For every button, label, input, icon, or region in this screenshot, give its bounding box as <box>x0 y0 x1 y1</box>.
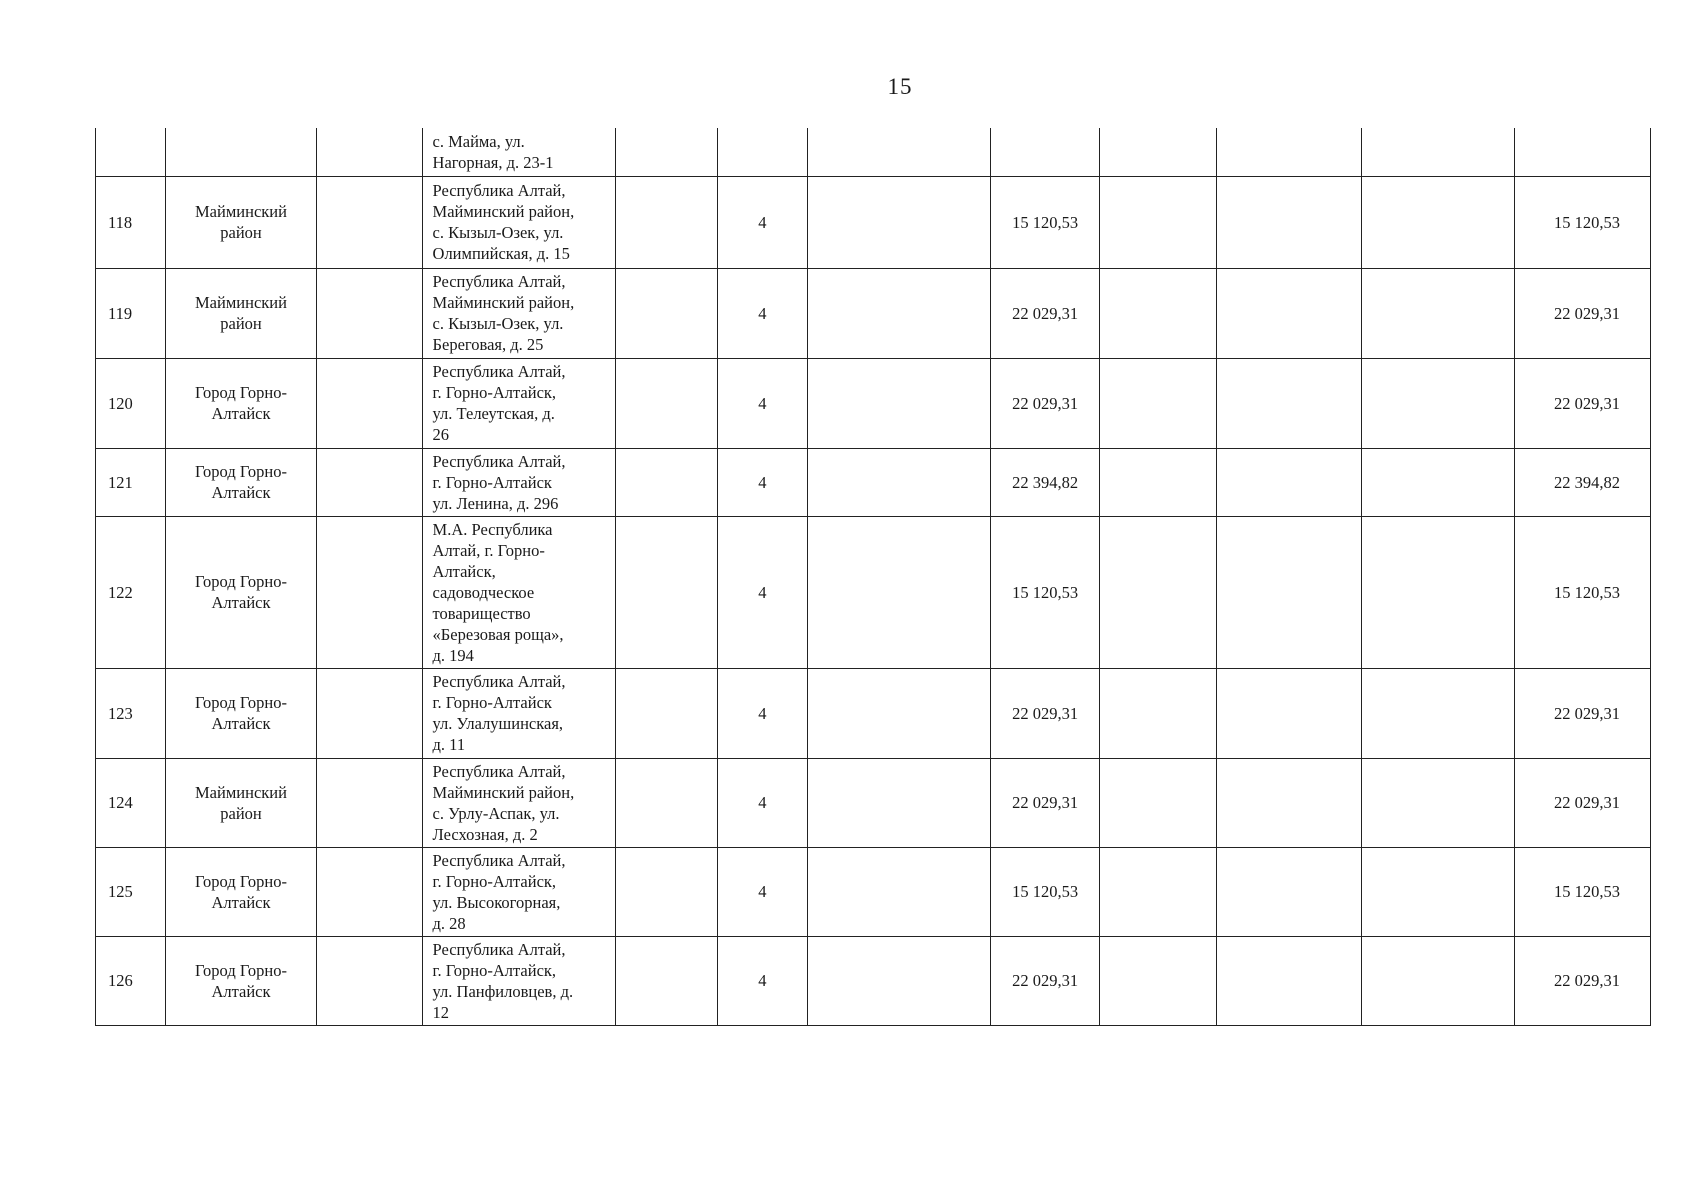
cell-district: Город Горно- Алтайск <box>165 448 316 516</box>
cell-count: 4 <box>717 847 807 936</box>
cell-blank <box>1100 936 1217 1025</box>
cell-blank <box>615 268 717 358</box>
cell-district: Город Горно- Алтайск <box>165 936 316 1025</box>
cell-count: 4 <box>717 516 807 668</box>
table-row <box>96 758 1651 847</box>
cell-blank <box>991 128 1100 176</box>
cell-total: 22 029,31 <box>1515 936 1651 1025</box>
cell-num: 119 <box>96 268 166 358</box>
cell-num: 124 <box>96 758 166 847</box>
cell-address: М.А. Республика Алтай, г. Горно- Алтайск, садоводческое товарищество «Березовая роща», д. 194 <box>422 516 615 668</box>
cell-blank <box>615 176 717 268</box>
cell-blank <box>807 516 990 668</box>
cell-blank <box>1362 448 1515 516</box>
cell-amount: 22 029,31 <box>991 268 1100 358</box>
cell-blank <box>807 128 990 176</box>
cell-blank <box>807 358 990 448</box>
table-row <box>96 176 1651 268</box>
cell-blank <box>717 128 807 176</box>
cell-count: 4 <box>717 758 807 847</box>
cell-district: Город Горно- Алтайск <box>165 516 316 668</box>
cell-count: 4 <box>717 176 807 268</box>
document-table-wrapper <box>95 128 1651 1026</box>
cell-num: 120 <box>96 358 166 448</box>
cell-blank <box>1362 936 1515 1025</box>
cell-blank <box>1216 847 1362 936</box>
cell-address: Республика Алтай, Майминский район, с. Кызыл-Озек, ул. Олимпийская, д. 15 <box>422 176 615 268</box>
cell-blank <box>317 176 423 268</box>
cell-blank <box>1362 128 1515 176</box>
cell-blank <box>1216 268 1362 358</box>
cell-district: Майминский район <box>165 758 316 847</box>
cell-blank <box>1216 668 1362 758</box>
cell-num: 121 <box>96 448 166 516</box>
cell-blank <box>615 128 717 176</box>
cell-blank <box>1100 176 1217 268</box>
cell-blank <box>1100 358 1217 448</box>
cell-amount: 15 120,53 <box>991 847 1100 936</box>
cell-blank <box>615 668 717 758</box>
cell-blank <box>1362 176 1515 268</box>
cell-blank <box>1100 128 1217 176</box>
cell-total: 22 029,31 <box>1515 668 1651 758</box>
cell-count: 4 <box>717 358 807 448</box>
cell-blank <box>317 516 423 668</box>
cell-blank <box>1100 847 1217 936</box>
cell-blank <box>317 847 423 936</box>
cell-district: Майминский район <box>165 176 316 268</box>
cell-blank <box>1216 516 1362 668</box>
cell-district: Город Горно- Алтайск <box>165 668 316 758</box>
cell-count: 4 <box>717 448 807 516</box>
cell-blank <box>615 758 717 847</box>
cell-address: Республика Алтай, Майминский район, с. Урлу-Аспак, ул. Лесхозная, д. 2 <box>422 758 615 847</box>
cell-blank <box>317 758 423 847</box>
cell-blank <box>1100 448 1217 516</box>
table-row-continuation <box>96 128 1651 176</box>
cell-address: с. Майма, ул. Нагорная, д. 23-1 <box>422 128 615 176</box>
table-row <box>96 448 1651 516</box>
cell-blank <box>1515 128 1651 176</box>
cell-address: Республика Алтай, г. Горно-Алтайск, ул. Панфиловцев, д. 12 <box>422 936 615 1025</box>
cell-total: 22 394,82 <box>1515 448 1651 516</box>
table-row <box>96 936 1651 1025</box>
cell-total: 15 120,53 <box>1515 176 1651 268</box>
cell-blank <box>807 176 990 268</box>
cell-amount: 15 120,53 <box>991 516 1100 668</box>
cell-blank <box>1216 758 1362 847</box>
cell-blank <box>317 668 423 758</box>
table-row <box>96 516 1651 668</box>
cell-blank <box>1216 176 1362 268</box>
cell-blank <box>1216 358 1362 448</box>
cell-address: Республика Алтай, г. Горно-Алтайск ул. Улалушинская, д. 11 <box>422 668 615 758</box>
cell-amount: 22 029,31 <box>991 358 1100 448</box>
cell-blank <box>615 936 717 1025</box>
cell-total: 15 120,53 <box>1515 847 1651 936</box>
cell-blank <box>807 448 990 516</box>
cell-address: Республика Алтай, г. Горно-Алтайск, ул. Телеутская, д. 26 <box>422 358 615 448</box>
cell-address: Республика Алтай, г. Горно-Алтайск, ул. Высокогорная, д. 28 <box>422 847 615 936</box>
cell-amount: 22 029,31 <box>991 758 1100 847</box>
cell-blank <box>1216 936 1362 1025</box>
document-table <box>95 128 1651 1026</box>
cell-district: Город Горно- Алтайск <box>165 358 316 448</box>
cell-num: 123 <box>96 668 166 758</box>
cell-district: Майминский район <box>165 268 316 358</box>
cell-blank <box>317 268 423 358</box>
cell-district <box>165 128 316 176</box>
cell-blank <box>807 268 990 358</box>
cell-num: 122 <box>96 516 166 668</box>
cell-blank <box>317 936 423 1025</box>
cell-amount: 22 394,82 <box>991 448 1100 516</box>
cell-blank <box>615 358 717 448</box>
cell-blank <box>1100 516 1217 668</box>
cell-address: Республика Алтай, г. Горно-Алтайск ул. Ленина, д. 296 <box>422 448 615 516</box>
cell-blank <box>807 936 990 1025</box>
cell-amount: 22 029,31 <box>991 668 1100 758</box>
cell-blank <box>1362 358 1515 448</box>
cell-address: Республика Алтай, Майминский район, с. Кызыл-Озек, ул. Береговая, д. 25 <box>422 268 615 358</box>
cell-blank <box>1216 128 1362 176</box>
cell-amount: 22 029,31 <box>991 936 1100 1025</box>
cell-blank <box>615 516 717 668</box>
table-row <box>96 358 1651 448</box>
cell-blank <box>1362 516 1515 668</box>
cell-num <box>96 128 166 176</box>
cell-blank <box>615 448 717 516</box>
cell-total: 22 029,31 <box>1515 358 1651 448</box>
cell-blank <box>1362 268 1515 358</box>
cell-blank <box>1216 448 1362 516</box>
cell-blank <box>1362 847 1515 936</box>
cell-count: 4 <box>717 936 807 1025</box>
cell-blank <box>1362 668 1515 758</box>
cell-blank <box>1100 668 1217 758</box>
cell-blank <box>1362 758 1515 847</box>
cell-blank <box>1100 268 1217 358</box>
cell-blank <box>317 128 423 176</box>
cell-blank <box>615 847 717 936</box>
cell-total: 22 029,31 <box>1515 758 1651 847</box>
cell-amount: 15 120,53 <box>991 176 1100 268</box>
cell-blank <box>807 758 990 847</box>
cell-num: 126 <box>96 936 166 1025</box>
cell-num: 125 <box>96 847 166 936</box>
cell-total: 15 120,53 <box>1515 516 1651 668</box>
cell-count: 4 <box>717 668 807 758</box>
table-row <box>96 668 1651 758</box>
cell-count: 4 <box>717 268 807 358</box>
table-body <box>96 128 1651 1025</box>
cell-blank <box>807 668 990 758</box>
cell-blank <box>317 358 423 448</box>
cell-blank <box>807 847 990 936</box>
cell-blank <box>1100 758 1217 847</box>
cell-district: Город Горно- Алтайск <box>165 847 316 936</box>
cell-total: 22 029,31 <box>1515 268 1651 358</box>
table-row <box>96 847 1651 936</box>
cell-blank <box>317 448 423 516</box>
page-number: 15 <box>887 74 913 99</box>
cell-num: 118 <box>96 176 166 268</box>
table-row <box>96 268 1651 358</box>
